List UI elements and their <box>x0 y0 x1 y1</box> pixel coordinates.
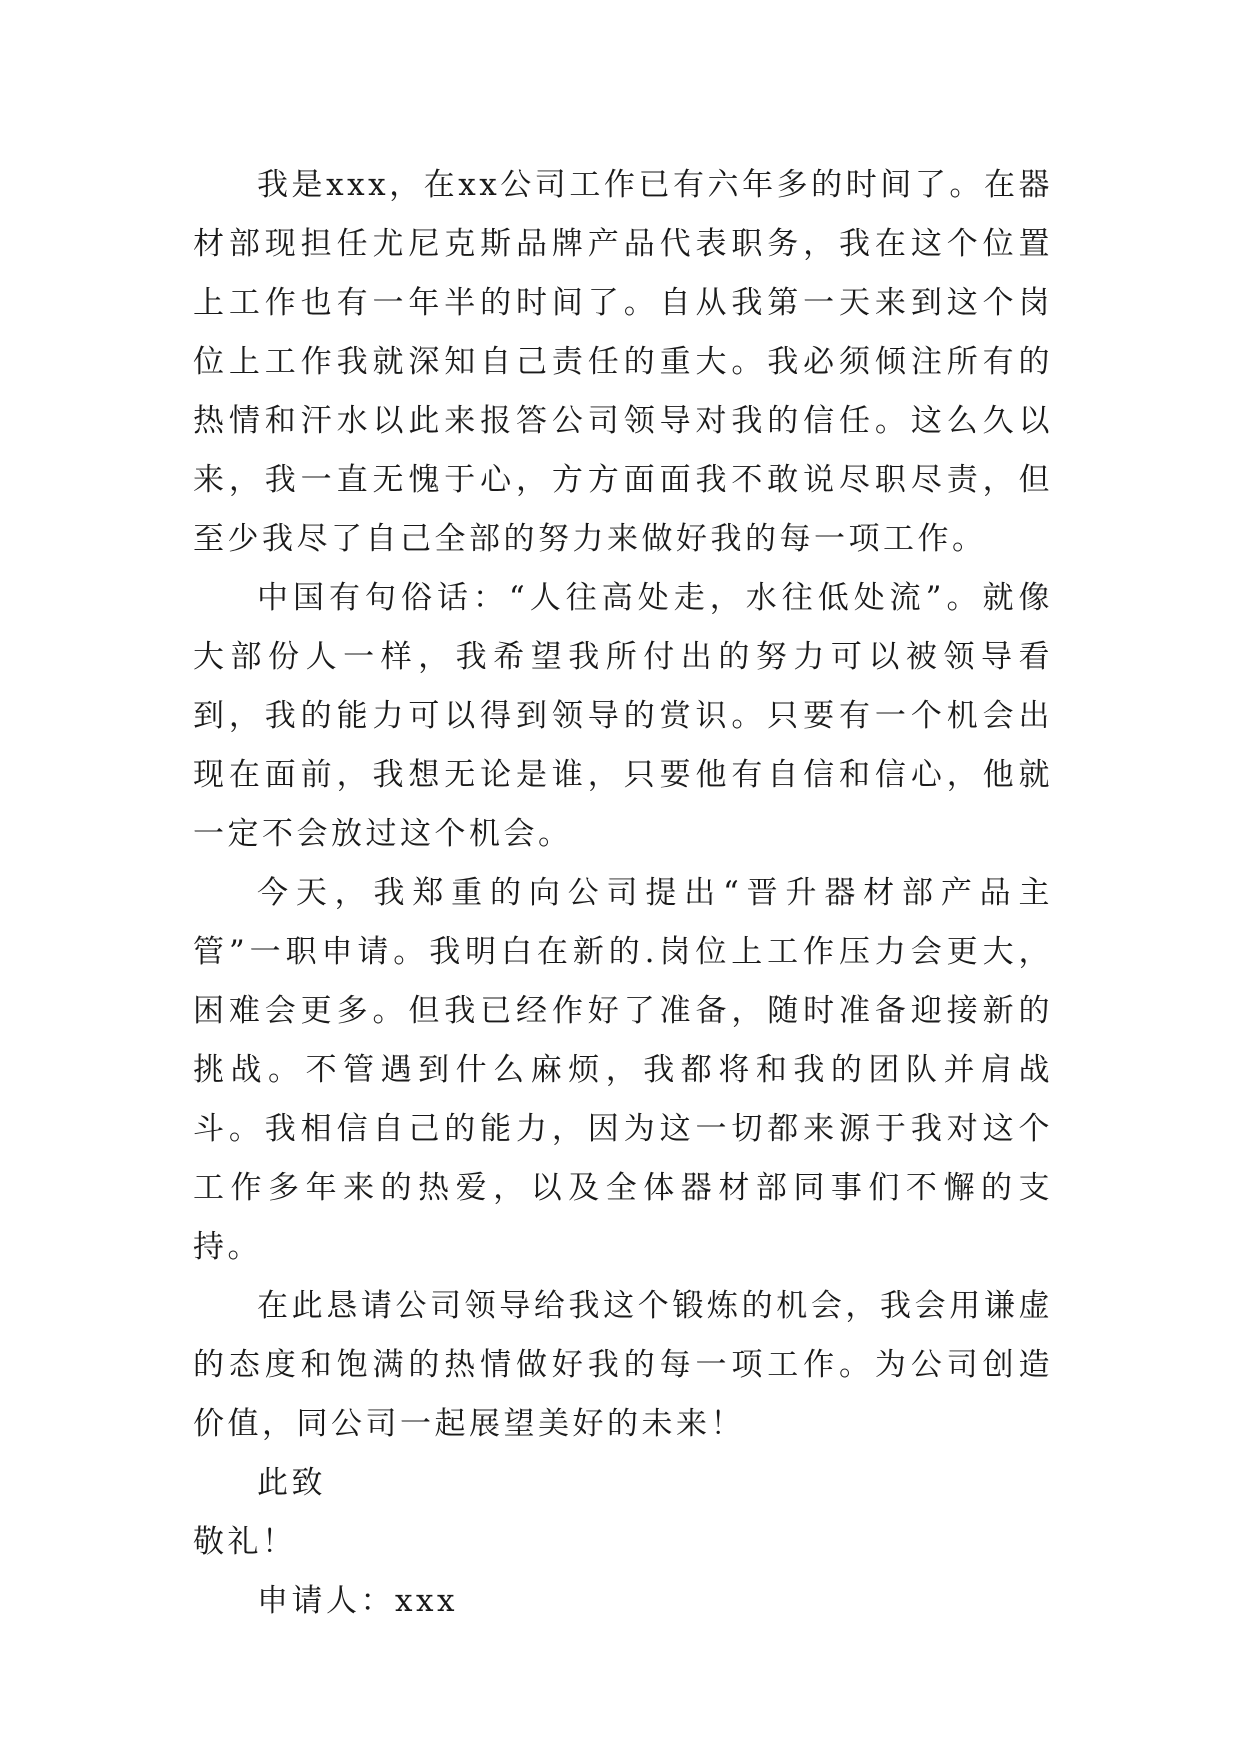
closing-line: 此致 <box>257 1465 326 1501</box>
paragraph-intro: 我是xxx，在xx公司工作已有六年多的时间了。在器材部现担任尤尼克斯品牌产品代表职务，我在这个位置上工作也有一年半的时间了。自从我第一天来到这个岗位上工作我就深知自己责任的重大。我必须倾注所有的热情和汗水以此来报答公司领导对我的信任。这么久以来，我一直无愧于心，方方面面我不敢说尽职尽责，但至少我尽了自己全部的努力来做好我的每一项工作。 <box>193 167 1053 557</box>
letter-body <box>193 156 1053 1631</box>
paragraph-proverb: 中国有句俗话：“人往高处走，水往低处流”。就像大部份人一样，我希望我所付出的努力可以被领导看到，我的能力可以得到领导的赏识。只要有一个机会出现在面前，我想无论是谁，只要他有自信和信心，他就一定不会放过这个机会。 <box>193 580 1053 852</box>
paragraph-application: 今天，我郑重的向公司提出“晋升器材部产品主管”一职申请。我明白在新的.岗位上工作压力会更大，困难会更多。但我已经作好了准备，随时准备迎接新的挑战。不管遇到什么麻烦，我都将和我的团队并肩战斗。我相信自己的能力，因为这一切都来源于我对这个工作多年来的热爱，以及全体器材部同事们不懈的支持。 <box>193 875 1053 1265</box>
signature-line: 申请人：xxx <box>257 1583 458 1619</box>
paragraph-request: 在此恳请公司领导给我这个锻炼的机会，我会用谦虚的态度和饱满的热情做好我的每一项工作。为公司创造价值，同公司一起展望美好的未来！ <box>193 1288 1053 1442</box>
salutation-line: 敬礼！ <box>193 1524 297 1560</box>
